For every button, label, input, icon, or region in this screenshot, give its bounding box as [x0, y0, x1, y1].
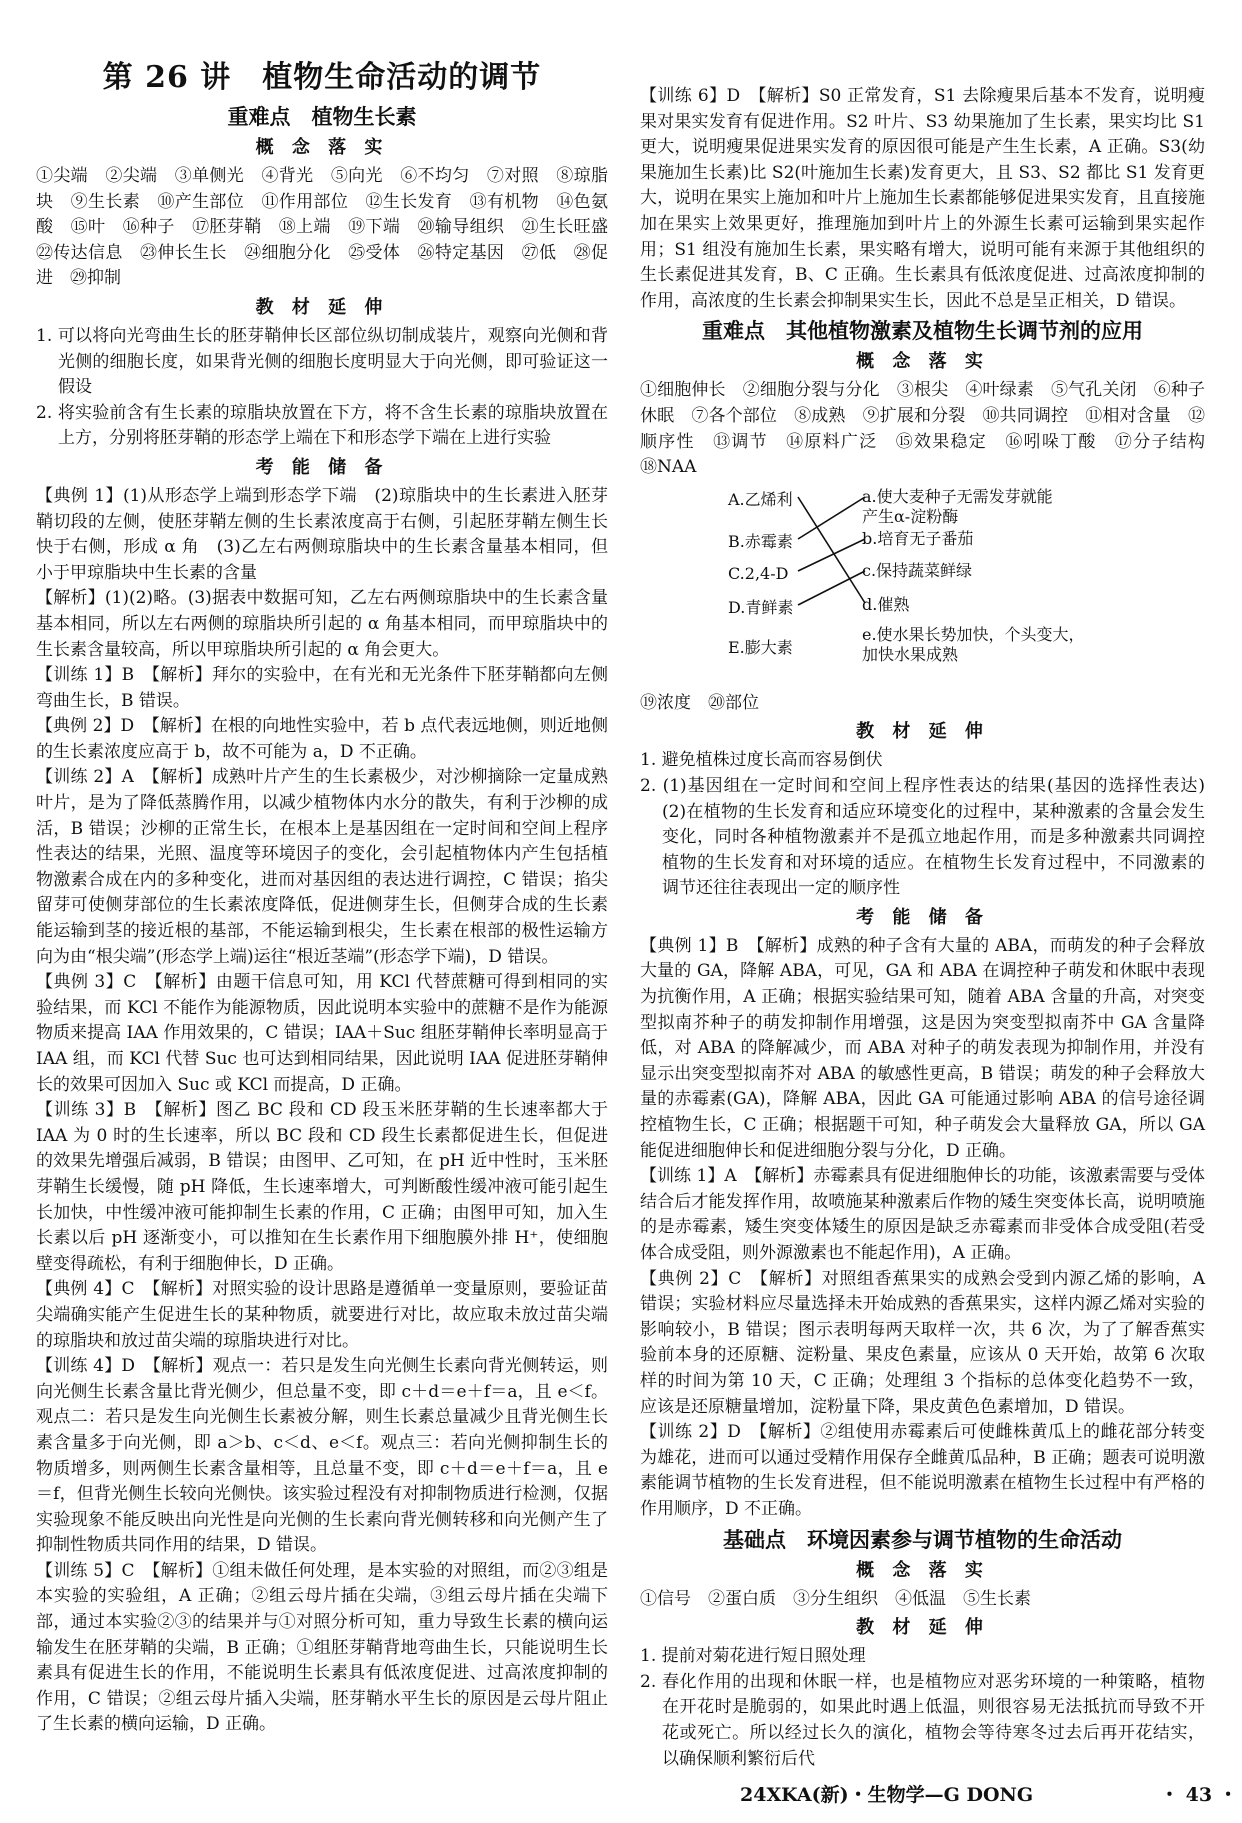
concept-heading: 概 念 落 实 — [856, 351, 989, 373]
answer-item: 【训练 5】C 【解析】①组未做任何处理，是本实验的对照组，而②③组是本实验的实验组，A 正确；②组云母片插在尖端，③组云母片插在尖端下部，通过本实验②③的结果并与①对照分析可知，重力导致生长素的横向运输发生在胚芽鞘的尖端，B 正确；①组胚芽鞘背地弯曲生长，只能说明生长素具有促进生长的作用，不能说明生长素具有低浓度促进、过高浓度抑制的作用，C 错误；②组云母片插入尖端，胚芽鞘水平生长的原因是云母片阻止了生长素的横向运输，D 正确。 — [36, 1560, 608, 1735]
answer-item: 【典例 3】C 【解析】由题干信息可知，用 KCl 代替蔗糖可得到相同的实验结果，而 KCl 不能作为能源物质，因此说明本实验中的蔗糖不是作为能源物质来提高 IAA 作用效果的，C 错误；IAA＋Suc 组胚芽鞘伸长率明显高于 IAA 组，而 KCl 代替 Suc 也可达到相同结果，因此说明 IAA 促进胚芽鞘伸长的效果可因加入 Suc 或 KCl 而提高，D 正确。 — [36, 972, 608, 1095]
skill-heading: 考 能 储 备 — [255, 456, 389, 478]
match-line-a-d — [798, 497, 865, 603]
extension-item: 1. 避免植株过度长高而容易倒伏 — [640, 750, 883, 771]
concept-heading: 概 念 落 实 — [255, 137, 389, 158]
answer-item: 【训练 1】B 【解析】拜尔的实验中，在有光和无光条件下胚芽鞘都向左侧弯曲生长，B 错误。 — [36, 665, 608, 711]
page-number: ・ 43 ・ — [1160, 1784, 1238, 1806]
section-heading-auxin: 重难点 植物生长素 — [227, 104, 417, 129]
concept-text: ⑲浓度 ⑳部位 — [640, 692, 759, 713]
answer-item: 【训练 2】D 【解析】②组使用赤霉素后可使雌株黄瓜上的雌花部分转变为雄花，进而可以通过受精作用保存全雌黄瓜品种，B 正确；题表可说明激素能调节植物的生长发育进程，但不能说明激素在植物生长过程中有严格的作用顺序，D 不正确。 — [640, 1422, 1205, 1519]
concept-heading: 概 念 落 实 — [856, 1559, 989, 1581]
concept-text: ①信号 ②蛋白质 ③分生组织 ④低温 ⑤生长素 — [640, 1588, 1031, 1609]
section-heading-hormones: 重难点 其他植物激素及植物生长调节剂的应用 — [702, 318, 1143, 344]
match-right-item: d.催熟 — [862, 594, 910, 614]
answer-item: 【解析】(1)(2)略。(3)据表中数据可知，乙左右两侧琼脂块中的生长素含量基本相同，所以左右两侧的琼脂块所引起的 α 角基本相同，而甲琼脂块中的生长素含量较高，所以甲琼脂块所引起的 α 角会更大。 — [36, 588, 608, 660]
match-left-item: B.赤霉素 — [728, 531, 793, 551]
lesson-title: 第 26 讲 植物生命活动的调节 — [102, 60, 542, 95]
extension-heading: 教 材 延 伸 — [856, 721, 989, 743]
left-column — [36, 52, 625, 1738]
extension-heading: 教 材 延 伸 — [856, 1617, 989, 1639]
match-line-c-b — [798, 539, 865, 571]
answer-item: 【典例 1】(1)从形态学上端到形态学下端 (2)琼脂块中的生长素进入胚芽鞘切段的左侧，使胚芽鞘左侧的生长素浓度高于右侧，引起胚芽鞘左侧生长快于右侧，形成 α 角 (3)乙左右两侧琼脂块中的生长素含量基本相同，但小于甲琼脂块中生长素的含量 — [36, 485, 608, 583]
answer-item: 【训练 4】D 【解析】观点一：若只是发生向光侧生长素向背光侧转运，则向光侧生长素含量比背光侧少，但总量不变，即 c＋d＝e＋f＝a，且 e＜f。观点二：若只是发生向光侧生长素被分解，则生长素总量减少且背光侧生长素含量多于向光侧，即 a＞b、c＜d、e＜f。观点三：若向光侧抑制生长的物质增多，则两侧生长素含量相等，且总量不变，即 c＋d＝e＋f＝a，且 e＝f，但背光侧生长较向光侧快。该实验过程没有对抑制物质进行检测，仅据实验现象不能反映出向光性是向光侧的生长素向背光侧转移和向光侧产生了抑制性物质共同作用的结果，D 错误。 — [36, 1356, 608, 1556]
match-right-item: b.培育无子番茄 — [862, 528, 974, 548]
answer-item: 【典例 2】C 【解析】对照组香蕉果实的成熟会受到内源乙烯的影响，A 错误；实验材料应尽量选择未开始成熟的香蕉果实，这样内源乙烯对实验的影响较小，B 错误；图示表明每两天取样一次，共 6 次，为了了解香蕉实验前本身的还原糖、淀粉量、果皮色素量，应该从 0 天开始，故第 6 次取样的时间为第 10 天，C 正确；处理组 3 个指标的总体变化趋势不一致，应该是还原糖量增加，淀粉量下降，果皮黄色色素增加，D 错误。 — [640, 1268, 1205, 1417]
concept-text: ①尖端 ②尖端 ③单侧光 ④背光 ⑤向光 ⑥不均匀 ⑦对照 ⑧琼脂块 ⑨生长素 ⑩产生部位 ⑪作用部位 ⑫生长发育 ⑬有机物 ⑭色氨酸 ⑮叶 ⑯种子 ⑰胚芽鞘 ⑱上端 ⑲下端 ⑳输导组织 ㉑生长旺盛 ㉒传达信息 ㉓伸长生长 ㉔细胞分化 ㉕受体 ㉖特定基因 ㉗低 ㉘促进 ㉙抑制 — [36, 166, 625, 289]
extension-item: 2. 春化作用的出现和休眠一样，也是植物应对恶劣环境的一种策略，植物在开花时是脆弱的，如果此时遇上低温，则很容易无法抵抗而导致不开花或死亡。所以经过长久的演化，植物会等待寒冬过去后再开花结实，以确保顺利繁衍后代 — [640, 1671, 1205, 1769]
match-right-item: e.使水果长势加快，个头变大，加快水果成熟 — [862, 624, 1085, 664]
answer-item: 【典例 1】B 【解析】成熟的种子含有大量的 ABA，而萌发的种子会释放大量的 GA，降解 ABA，可见，GA 和 ABA 在调控种子萌发和休眠中表现为抗衡作用，A 正确；根据实验结果可知，随着 ABA 含量的升高，对突变型拟南芥种子的萌发抑制作用增强，这是因为突变型拟南芥中 GA 含量降低，对 ABA 的降解减少，而 ABA 对种子的萌发表现为抑制作用，并没有显示出突变型拟南芥对 ABA 的敏感性更高，B 错误；萌发的种子会释放大量的赤霉素(GA)，降解 ABA，因此 GA 可能通过影响 ABA 的信号途径调控植物生长，C 正确；根据题干可知，种子萌发会大量释放 GA，所以 GA 能促进细胞伸长和促进细胞分裂与分化，D 正确。 — [640, 935, 1205, 1161]
match-right-item: a.使大麦种子无需发芽就能产生α-淀粉酶 — [862, 486, 1053, 526]
concept-text: ①细胞伸长 ②细胞分裂与分化 ③根尖 ④叶绿素 ⑤气孔关闭 ⑥种子休眠 ⑦各个部位 ⑧成熟 ⑨扩展和分裂 ⑩共同调控 ⑪相对含量 ⑫顺序性 ⑬调节 ⑭原料广泛 ⑮效果稳定 ⑯吲哚丁酸 ⑰分子结构 ⑱NAA — [640, 380, 1222, 478]
answer-item: 【训练 1】A 【解析】赤霉素具有促进细胞伸长的功能，该激素需要与受体结合后才能发挥作用，故喷施某种激素后作物的矮生突变体长高，说明喷施的是赤霉素，矮生突变体矮生的原因是缺乏赤霉素而非受体合成受阻(若受体合成受阻，则外源激素也不能起作用)，A 正确。 — [640, 1166, 1205, 1263]
match-line-b-a — [798, 497, 865, 539]
matching-diagram — [640, 485, 1205, 685]
answer-item: 【典例 2】D 【解析】在根的向地性实验中，若 b 点代表远地侧，则近地侧的生长素浓度应高于 b，故不可能为 a，D 不正确。 — [36, 716, 608, 762]
answer-item: 【典例 4】C 【解析】对照实验的设计思路是遵循单一变量原则，要验证苗尖端确实能产生促进生长的某种物质，就要进行对比，故应取未放过苗尖端的琼脂块和放过苗尖端的琼脂块进行对比。 — [36, 1279, 608, 1351]
footer-code: 24XKA(新)・生物学—G DONG — [740, 1784, 1034, 1806]
match-left-item: D.青鲜素 — [728, 597, 794, 617]
section-heading-environment: 基础点 环境因素参与调节植物的生命活动 — [723, 1526, 1122, 1552]
extension-heading: 教 材 延 伸 — [255, 296, 389, 318]
match-right-item: c.保持蔬菜鲜绿 — [862, 560, 973, 580]
right-column — [640, 84, 1222, 1772]
match-left-item: C.2,4-D — [728, 563, 789, 583]
answer-item: 【训练 3】B 【解析】图乙 BC 段和 CD 段玉米胚芽鞘的生长速率都大于 IAA 为 0 时的生长速率，所以 BC 段和 CD 段生长素都促进生长，但促进的效果先增强后减弱，B 错误；由图甲、乙可知，在 pH 近中性时，玉米胚芽鞘生长缓慢，随 pH 降低，生长速率增大，可判断酸性缓冲液可能引起生长加快，中性缓冲液可能抑制生长素的作用，C 正确；由图甲可知，加入生长素以后 pH 逐渐变小，可以推知在生长素作用下细胞膜外排 H⁺，使细胞壁变得疏松，有利于细胞伸长，D 正确。 — [36, 1100, 608, 1274]
extension-item: 2. (1)基因组在一定时间和空间上程序性表达的结果(基因的选择性表达) (2)在植物的生长发育和适应环境变化的过程中，某种激素的含量会发生变化，同时各种植物激素并不是孤立地起作用，而是多种激素共同调控植物的生长发育和对环境的适应。在植物生长发育过程中，不同激素的调节还往往表现出一定的顺序性 — [640, 775, 1222, 899]
extension-item: 1. 提前对菊花进行短日照处理 — [640, 1646, 866, 1667]
match-left-item: A.乙烯利 — [728, 489, 793, 509]
extension-item: 1. 可以将向光弯曲生长的胚芽鞘伸长区部位纵切制成装片，观察向光侧和背光侧的细胞长度，如果背光侧的细胞长度明显大于向光侧，即可验证这一假设 — [36, 325, 608, 398]
match-left-item: E.膨大素 — [728, 637, 793, 657]
answer-item: 【训练 2】A 【解析】成熟叶片产生的生长素极少，对沙柳摘除一定量成熟叶片，是为了降低蒸腾作用，以减少植物体内水分的散失，有利于沙柳的成活，B 错误；沙柳的正常生长，在根本上是基因组在一定时间和空间上程序性表达的结果，光照、温度等环境因子的变化，会引起植物体内产生包括植物激素合成在内的多种变化，进而对基因组的表达进行调控，C 错误；掐尖留芽可使侧芽部位的生长素浓度降低，促进侧芽生长，但侧芽合成的生长素能运输到茎的接近根的基部，不能运输到根尖，生长素在根部的极性运输方向为由“根尖端”(形态学上端)运往“根近茎端”(形态学下端)，D 错误。 — [36, 767, 608, 967]
extension-item: 2. 将实验前含有生长素的琼脂块放置在下方，将不含生长素的琼脂块放置在上方，分别将胚芽鞘的形态学上端在下和形态学下端在上进行实验 — [36, 402, 608, 449]
skill-heading: 考 能 储 备 — [856, 906, 989, 928]
answer-item: 【训练 6】D 【解析】S0 正常发育，S1 去除瘦果后基本不发育，说明瘦果对果实发育有促进作用。S2 叶片、S3 幼果施加了生长素，果实均比 S1 更大，说明瘦果促进果实发育的原因很可能是产生生长素，A 正确。S3(幼果施加生长素)比 S2(叶施加生长素)发育更大，且 S3、S2 都比 S1 发育更大，说明在果实上施加和叶片上施加生长素都能够促进果实发育，且直接施加在果实上效果更好，推理施加到叶片上的外源生长素可运输到果实起作用；S1 组没有施加生长素，果实略有增大，说明可能有来源于其他组织的生长素促进其发育，B、C 正确。生长素具有低浓度促进、过高浓度抑制的作用，高浓度的生长素会抑制果实生长，因此不总是呈正相关，D 错误。 — [640, 86, 1205, 311]
